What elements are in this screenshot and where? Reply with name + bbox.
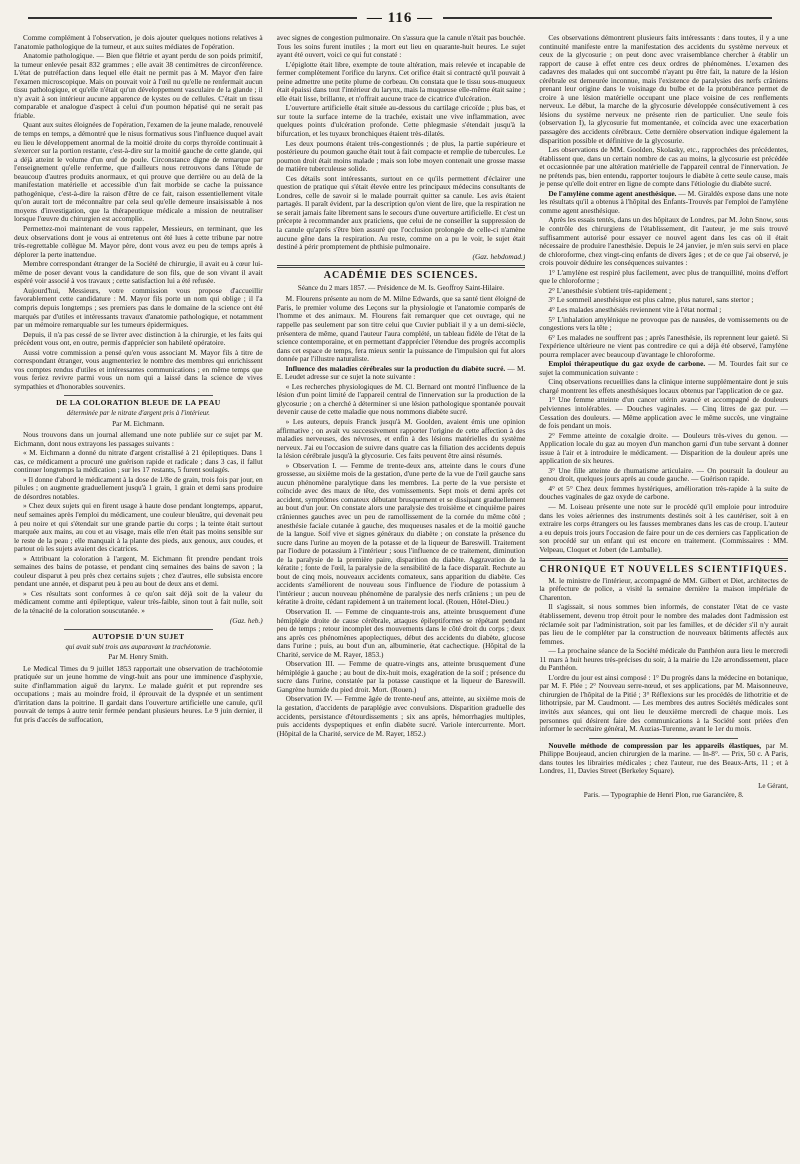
paragraph: L'ouverture artificielle était située au-dessous du cartilage cricoïde ; plus bas, et sur toute la surface interne de la trachée, existait une vive inflammation, avec quelques points d'ulcération profonde. Cette phlegmasie s'étendait jusqu'à la bifurcation, et les tuyaux bronchiques étaient très-dilatés. xyxy=(276,103,526,139)
paragraph: Permettez-moi maintenant de vous rappeler, Messieurs, en terminant, que les deux observations dont je vous ai entretenus ont été lues à cette tribune par notre très-regrettable collègue M. Mayor père, dont vous avez eu peu de temps après à déplorer la perte inattendue. xyxy=(14,224,263,259)
paragraph: avec signes de congestion pulmonaire. On s'assura que la canule n'était pas bouchée. Tous les soins furent inutiles ; la mort eut lieu en quarante-huit heures. Le sujet ayant été ouvert, voici ce qui fut constaté : xyxy=(276,34,526,60)
section-title: DE LA COLORATION BLEUE DE LA PEAU xyxy=(56,398,221,408)
paragraph: « M. Eichmann a donné du nitrate d'argent cristallisé à 21 épileptiques. Dans 1 cas, ce médicament a procuré une guérison rapide et radicale ; dans 3 cas, il fallut continuer longtemps la médication ; sur les 17 restants, 5 furent soulagés. xyxy=(14,448,263,475)
list-item: 3° Le sommeil anesthésique est plus calme, plus naturel, sans stertor ; xyxy=(548,295,754,305)
paragraph: Observation II. — Femme de cinquante-trois ans, atteinte brusquement d'une hémiplégie droite de cause cérébrale, attaques épileptiformes se répétant pendant peu de temps ; retour incomplet des mouvements dans le côté droit du corps ; deux ans après ces phénomènes apoplectiques, début des accidents du diabète, glucose dans l'urine ; puis, au bout d'un an, albuminerie, état cachectique. (Hôpital de la Charité, service de M. Rayer, 1853.) xyxy=(276,607,526,659)
text-columns xyxy=(14,34,788,1150)
academy-heading: ACADÉMIE DES SCIENCES. xyxy=(323,270,479,282)
section-divider xyxy=(64,395,213,396)
paragraph: » Il donne d'abord le médicament à la dose de 1/8e de grain, trois fois par jour, en pilules ; on augmente graduellement jusqu'à 1 grain, 1 grain et demi sans produire de désordres notables. xyxy=(14,474,263,501)
paragraph: Observation IV. — Femme âgée de trente-neuf ans, atteinte, au sixième mois de la gestation, d'accidents de paraplégie avec convulsions. Disparition graduelle des accidents, persistance d'étourdissements ; six ans après, hémorrhagies multiples, puis accidents dyspeptiques et enfin diabète sucré. Variole intercurrente. Mort. (Hôpital de la Charité, service de M. Rayer, 1852.) xyxy=(276,694,526,738)
paragraph: M. le ministre de l'intérieur, accompagné de MM. Gilbert et Diet, architectes de la préfecture de police, a visité la semaine dernière la maison impériale de Charenton. xyxy=(539,575,789,602)
paragraph: Quant aux suites éloignées de l'opération, l'examen de la jeune malade, renouvelé de temps en temps, a démontré que le nisus formativus sous l'influence duquel avait eu lieu le développement anormal de la moitié droite du corps thyroïde continuait à s'exercer sur la portion restante, c'est-à-dire sur la moitié gauche de cette glande, qui a déjà atteint le volume d'un œuf de poule. Circonstance digne de remarque par l'enseignement qu'elle renferme, que d'ailleurs nous retrouvons dans l'étude de beaucoup d'autres produits anormaux, et qui prouve que derrière ou au delà de la manifestation matérielle et accessible d'un fait morbide se cache la puissance pathogénique, c'est-à-dire la raison d'être de ce fait, raison essentiellement vitale qu'on aurait tort de méconnaître par cela seul qu'elle demeure insaisissable à nos moyens d'investigation, que la thérapeutique médicale a mission de neutraliser lorsque l'œuvre du chirurgien est accomplie. xyxy=(14,120,263,224)
paragraph: M. Flourens présente au nom de M. Milne Edwards, que sa santé tient éloigné de Paris, le premier volume des Leçons sur la physiologie et l'anatomie comparés de l'homme et des animaux. M. Flourens fait remarquer que cet ouvrage, qui ne rappelle pas seulement par son titre celui que Cuvier publiait il y a un demi-siècle, présentera de même, quand l'auteur l'aura complété, un tableau fidèle de l'état de la science contemporaine, et en permettant d'apprécier l'étendue des progrès accomplis dans cet espace de temps, fera mieux sentir la puissance de l'impulsion qui fut alors donnée par l'illustre naturaliste. xyxy=(276,294,526,364)
paragraph: Il s'agissait, si nous sommes bien informés, de constater l'état de ce vaste établissement, devenu trop étroit pour le nombre des malades dont l'admission est réclamée soit par l'administration, soit par les familles, et de décider s'il n'y aurait pas lieu de le compléter par la construction de nouveaux bâtiments affectés aux femmes. xyxy=(539,602,789,646)
paragraph: Les observations de MM. Goolden, Skolasky, etc., rapprochées des précédentes, établissent que, dans un certain nombre de cas au moins, la glycosurie est précédée et occasionnée par une altération matérielle de l'appareil central de l'innervation. Je ne prétends pas, bien entendu, rapporter toujours le diabète à cette seule cause, mais je pense qu'elle doit entrer en ligne de compte dans l'étiologie du diabète sucré. xyxy=(539,145,789,189)
list-item: 5° L'inhalation amylénique ne provoque pas de nausées, de vomissements ou de congestions vers la tête ; xyxy=(539,314,789,333)
paragraph: Membre correspondant étranger de la Société de chirurgie, il avait eu à cœur lui-même de poser devant vous la candidature de son fils, que de son vivant il avait espéré voir associé à vos travaux ; cette satisfaction lui a été refusée. xyxy=(14,259,263,286)
list-item: 2° L'anesthésie s'obtient très-rapidement ; xyxy=(548,285,671,295)
section-divider xyxy=(539,558,788,561)
column-3 xyxy=(539,34,788,1150)
paragraph: Ces détails sont intéressants, surtout en ce qu'ils permettent d'éclairer une question de pratique qui s'était élevée entre les principaux médecins consultants de Londres, celle de savoir si le malade pourrait quitter sa canule. Les avis étaient partagés. Il paraît évident, par la description qu'on vient de lire, que la respiration ne se serait jamais faite librement sans le secours d'une ouverture artificielle. Et c'est un précepte à recommander aux praticiens, que celui de ne conseiller la suppression de la canule qu'après s'être bien assuré que l'occlusion prolongée de celle-ci n'amène aucune gêne dans la respiration. Au reste, comme on a pu le voir, le sujet était destiné à périr promptement de phthisie pulmonaire. xyxy=(276,173,526,252)
paragraph: » Observation I. — Femme de trente-deux ans, atteinte dans le cours d'une grossesse, au sixième mois de la gestation, d'une perte de la vue de l'œil gauche sans aucun phénomène paralytique dans les membres. La perte de la vue persiste et coïncide avec des maux de tête, des vomissements. Sept mois et demi après cet accident, symptômes comateux débutant brusquement et se dissipant graduellement au bout d'un jour. On constate alors une paralysie des troisième et cinquième paires crâniennes gauches avec un peu de ramollissement de la cornée du même côté ; anesthésie faciale cutanée à gauche, des muqueuses nasales et de la moitié gauche de la langue. Soif vive et signes généraux du diabète ; on constate la présence du sucre dans l'urine au moyen de la potasse et de la liqueur de Bareswill. Traitement par l'iodure de potassium à l'intérieur ; sous l'influence de ce traitement, diminution de la paralysie de la première paire, disparition du diabète. Aggravation de la kératite ; fonte de l'œil, la paralysie de la sensibilité de la face disparaît. Rechute au bout de cinq mois, nouveaux accidents comateux, sans apparition du diabète. Ces accidents s'améliorent de nouveau sous l'influence de l'iodure de potassium à l'intérieur ; aucun nouveau phénomène de paralysie des nerfs crâniens ; un peu de kératite à droite, cédant rapidement à un traitement local. (Rouen, Hôtel-Dieu.) xyxy=(276,460,526,607)
section-subtitle: déterminée par le nitrate d'argent pris à l'intérieur. xyxy=(66,408,210,417)
source-citation: (Gaz. heb.) xyxy=(229,615,263,625)
paragraph: Aussi votre commission a pensé qu'en vous associant M. Mayor fils à titre de correspondant étranger, vous augmenteriez le nombre des membres qui enrichissent vos comptes rendus d'utiles et intéressantes communications ; en même temps que vous feriez revivre parmi vous un nom qui a laissé dans la science de vives sympathies et d'honorables souvenirs. xyxy=(14,347,263,391)
paragraph: Ces observations démontrent plusieurs faits intéressants : dans toutes, il y a une continuité manifeste entre la manifestation des accidents du système nerveux et ceux de la glycosurie ; on peut donc avec vraisemblance chercher à établir un rapport de cause à effet entre ces deux ordres de phénomènes. L'examen des cadavres des malades qui ont succombé n'ayant pu être fait, la nature de la lésion cérébrale est demeurée inconnue, mais l'existence de paralysies des nerfs crâniens prenant leur origine dans le voisinage du bulbe et de la protubérance permet de croire à une lésion matérielle occupant une place voisine de ces renflements nerveux. Le début, la marche de la glycosurie développée consécutivement à ces lésions du système nerveux ne présente rien de particulier. Une seule fois (observation I), la glycosurie fut momentanée, et coïncida avec une exacerbation passagère des accidents cérébraux. Cette dernière observation indique également la disparition possible et définitive de la glycosurie. xyxy=(539,34,789,145)
chronicle-heading: CHRONIQUE ET NOUVELLES SCIENTIFIQUES. xyxy=(539,564,788,575)
section-author: Par M. Henry Smith. xyxy=(108,653,169,662)
header-rule-left xyxy=(28,17,357,19)
paragraph: Après les essais tentés, dans un des hôpitaux de Londres, par M. John Snow, sous le contrôle des chirurgiens de l'établissement, dit l'auteur, je me suis trouvé suffisamment autorisé pour essayer ce nouvel agent dans les cas où il était nécessaire de produire l'anesthésie. Depuis le 24 janvier, je m'en suis servi en place de chloroforme, chez vingt-cinq enfants de divers âges ; et de ce que j'ai observé, je crois pouvoir déduire les conséquences suivantes : xyxy=(539,215,789,268)
source-citation: (Gaz. hebdomad.) xyxy=(472,251,526,261)
header-rule-right xyxy=(443,17,772,19)
run-in-heading: Emploi thérapeutique du gaz oxyde de carbone. xyxy=(548,359,706,369)
paragraph: » Les auteurs, depuis Franck jusqu'à M. Goolden, avaient émis une opinion affirmative ; on avait vu successivement rapporter l'origine de cette affection à des maladies nerveuses, des névroses, et enfin à des lésions matérielles du système nerveux. J'ai eu l'occasion de suivre dans quatre cas la filiation des accidents depuis la lésion cérébrale jusqu'à la glycosurie. Ces faits peuvent être ainsi résumés. xyxy=(276,416,526,461)
page-number: — 116 — xyxy=(366,9,434,26)
list-item: 1° Une femme atteinte d'un cancer utérin avancé et accompagné de douleurs pelviennes intolérables. — Douches vaginales. — Cinq litres de gaz pur. — Cessation des douleurs. — Même application avec le même succès, une vingtaine de fois pendant un mois. xyxy=(539,395,789,431)
run-in-heading: Nouvelle méthode de compression par les appareils élastiques, xyxy=(548,740,762,750)
section-title: AUTOPSIE D'UN SUJET xyxy=(92,632,185,642)
paragraph: L'ordre du jour est ainsi composé : 1° Du progrès dans la médecine en botanique, par M. F. Plée ; 2° Nouveau serre-nœud, et ses applications, par M. Maisonneuve, chirurgien de l'hôpital de la Pitié ; 3° Réflexions sur les procédés de lithotritie et de lithotripsie, par M. Caudmont. — Les membres des autres Sociétés médicales sont invités aux séances, qui ont lieu le deuxième mercredi de chaque mois. Les personnes qui désirent faire des communications à la Société sont priées d'en informer le secrétaire général, M. Auzias-Turenne, avant le 1er du mois. xyxy=(539,672,789,734)
paragraph: — M. Loiseau présente une note sur le procédé qu'il emploie pour introduire dans les voies aériennes des instruments destinés soit à les cautériser, soit à en extraire les corps étrangers ou les fausses membranes dans les cas de croup. L'auteur a eu depuis trois jours l'occasion de faire pour un de ces derniers cas l'application de son procédé sur un enfant qui est encore en traitement. (Commissaires : MM. Velpeau, Cloquet et Jobert (de Lamballe). xyxy=(539,501,789,554)
paragraph-text: — M. Giraldès expose dans une note les résultats qu'il a obtenus à l'hôpital des Enfants-Trouvés par l'emploi de l'amylène comme agent anesthésique. xyxy=(539,188,789,215)
paragraph: Cinq observations recueillies dans la clinique interne supplémentaire dont je suis chargé montrent les effets anesthésiques locaux obtenus par l'application de ce gaz. xyxy=(539,377,789,395)
list-item: 3° Une fille atteinte de rhumatisme articulaire. — On poursuit la douleur au genou droit, quelques jours après au coude gauche. — Guérison rapide. xyxy=(539,465,789,484)
paragraph: Depuis, il n'a pas cessé de se livrer avec distinction à la chirurgie, et les faits qui précèdent vous ont, en outre, permis d'apprécier son habileté opératoire. xyxy=(14,329,263,348)
paragraph: Aujourd'hui, Messieurs, votre commission vous propose d'accueillir favorablement cette candidature : M. Mayor fils porte un nom qui oblige ; il l'a compris depuis longtemps ; ses premiers pas dans le domaine de la science ont été marqués par d'utiles et intéressants travaux d'anatomie pathologique, et notamment par un mémoire remarquable sur les tumeurs épidermiques. xyxy=(14,285,263,330)
paragraph xyxy=(539,360,788,377)
section-divider xyxy=(64,629,213,630)
paragraph xyxy=(539,742,788,776)
section-divider xyxy=(589,738,738,739)
paragraph: « Les recherches physiologiques de M. Cl. Bernard ont montré l'influence de la lésion d'un point limité de l'appareil central de l'innervation sur la production de la glycosurie ; on a cherché à déterminer si une lésion pathologique spontanée pouvait devenir cause de cette maladie que nous nommons diabète sucré. xyxy=(276,381,526,417)
paragraph: Observation III. — Femme de quatre-vingts ans, atteinte brusquement d'une hémiplégie à gauche ; au bout de dix-huit mois, exagération de la soif ; présence du sucre dans l'urine, constatée par la potasse caustique et la liqueur de Bareswill. Gangrène humide du pied droit. Mort. (Rouen.) xyxy=(276,659,526,694)
paragraph xyxy=(277,365,526,382)
session-line: Séance du 2 mars 1857. — Présidence de M. Is. Geoffroy Saint-Hilaire. xyxy=(297,283,505,292)
list-item: 4° et 5° Chez deux femmes hystériques, amélioration très-rapide à la suite de douches vaginales de gaz oxyde de carbone. xyxy=(539,483,789,502)
printer-imprint: Paris. — Typographie de Henri Plon, rue Garancière, 8. xyxy=(583,791,744,800)
page-header xyxy=(18,6,782,30)
list-item: 6° Les malades ne souffrent pas ; après l'anesthésie, ils reprennent leur gaieté. Si l'expérience ultérieure ne vient pas contredire ce qui a déjà été observé, l'amylène pourra remplacer avec beaucoup d'avantage le chloroforme. xyxy=(539,332,789,359)
paragraph: Anatomie pathologique. — Bien que flétrie et ayant perdu de son poids primitif, la tumeur enlevée pesait 832 grammes ; elle avait 38 centimètres de circonférence. L'état de putréfaction dans lequel elle était ne permit pas à M. Mayor d'en faire l'examen microscopique. Mais on pouvait voir à l'œil nu qu'elle ne renfermait aucun tissu pathologique, et qu'elle n'était qu'un développement vasculaire de la glande ; il n'y avait à son intérieur aucune apparence de kystes ou de cellules. C'était un tissu comparable et analogue d'aspect à celui d'un poumon hépatisé qui ne serait pas friable. xyxy=(14,51,263,120)
paragraph-text: — M. E. Leudet adresse sur ce sujet la note suivante : xyxy=(276,363,526,382)
paragraph: » Chez deux sujets qui en firent usage à haute dose pendant longtemps, apparut, neuf semaines après l'emploi du médicament, une couleur bleuâtre, qui devenait peu à peu noire et qui s'étendait sur une grande partie du corps ; la teinte était surtout marquée aux mains, au cou et au visage, mais elle n'en était pas moins sensible sur le reste de la peau ; elle manquait à la plante des pieds, aux genoux, aux coudes, et partout où les sujets avaient des cicatrices. xyxy=(14,501,263,554)
paragraph xyxy=(539,190,788,216)
paragraph: Le Medical Times du 9 juillet 1853 rapportait une observation de trachéotomie pratiquée sur un jeune homme de vingt-huit ans pour une imminence d'asphyxie, suite d'inflammation aiguë du larynx. Le malade guérit et put reprendre ses occupations ; mais au moindre froid, il éprouvait de la dyspnée et un sentiment d'irritation dans la poitrine. Il gardait dans l'ouverture artificielle une canule, qu'il pouvait de temps à autre tenir fermée pendant plusieurs heures. Le 9 juin dernier, il fut pris d'accès de suffocation, xyxy=(14,663,263,725)
run-in-heading: De l'amylène comme agent anesthésique. xyxy=(548,188,677,198)
column-2 xyxy=(277,34,526,1150)
list-item: 2° Femme atteinte de coxalgie droite. — Douleurs très-vives du genou. — Application locale du gaz au moyen d'un manchon garni d'un tube servant à donner issue à l'air et à introduire le médicament. — Disparition de la douleur après une application de six heures. xyxy=(539,430,789,466)
paragraph-text: par M. Philippe Boujeaud, ancien chirurgien de la marine. — In-8°. — Prix, 50 c. A Paris, dans toutes les librairies médicales ; chez l'auteur, rue des Beaux-Arts, 11 ; et à Londres, 11, Davies Street (Berkeley Square). xyxy=(539,740,789,776)
run-in-heading: Influence des maladies cérébrales sur la production du diabète sucré. xyxy=(285,363,506,373)
paragraph: Nous trouvons dans un journal allemand une note publiée sur ce sujet par M. Eichmann, dont nous extrayons les passages suivants : xyxy=(14,430,263,448)
list-item: 4° Les malades anesthésiés reviennent vite à l'état normal ; xyxy=(548,304,722,314)
column-1 xyxy=(14,34,263,1150)
section-divider xyxy=(277,265,526,268)
section-subtitle: qui avait subi trois ans auparavant la trachéotomie. xyxy=(65,642,212,651)
paragraph: » Attribuant la coloration à l'argent, M. Eichmann fit prendre pendant trois semaines des bains de potasse, et pendant cinq semaines des bains de savon ; la couleur disparut à peu près chez certains sujets ; chez d'autres, elle subsista encore pendant une année, et disparut peu à peu au bout de deux ans et demi. xyxy=(14,553,263,589)
paragraph: L'épiglotte était libre, exempte de toute altération, mais relevée et incapable de fermer complètement l'orifice du larynx. Cet orifice était si contracté qu'il pouvait à peine admettre une petite plume de corbeau. On constata que le tissu sous-muqueux était épaissi dans tout l'intérieur du larynx, mais la muqueuse elle-même était saine ; elle était lisse, brillante, et n'offrait aucune trace de cicatrice d'ulcération. xyxy=(276,59,526,103)
paragraph: Comme complément à l'observation, je dois ajouter quelques notions relatives à l'anatomie pathologique de la tumeur, et aux suites médiates de l'opération. xyxy=(14,34,263,51)
gerant-signature: Le Gérant, xyxy=(758,781,789,790)
section-author: Par M. Eichmann. xyxy=(112,419,165,428)
list-item: 1° L'amylène est respiré plus facilement, avec plus de tranquillité, moins d'effort que le chloroforme ; xyxy=(539,267,789,286)
paragraph-text: — M. Tourdes fait sur ce sujet la communication suivante : xyxy=(539,359,789,377)
paragraph: » Ces résultats sont conformes à ce qu'on sait déjà soit de la valeur du médicament comme anti épileptique, valeur très-faible, sinon tout à fait nulle, soit de la ténacité de la coloration souscutanée. » xyxy=(14,588,263,615)
paragraph: — La prochaine séance de la Société médicale du Panthéon aura lieu le mercredi 11 mars à huit heures très-précises du soir, à la mairie du 12e arrondissement, place du Panthéon. xyxy=(539,646,789,673)
paragraph: Les deux poumons étaient très-congestionnés ; de plus, la partie supérieure et postérieure du poumon gauche était tout à fait compacte et remplie de tubercules. Le poumon droit était moins malade ; mais son lobe moyen contenait une grosse masse de matière tuberculeuse solide. xyxy=(276,138,526,174)
